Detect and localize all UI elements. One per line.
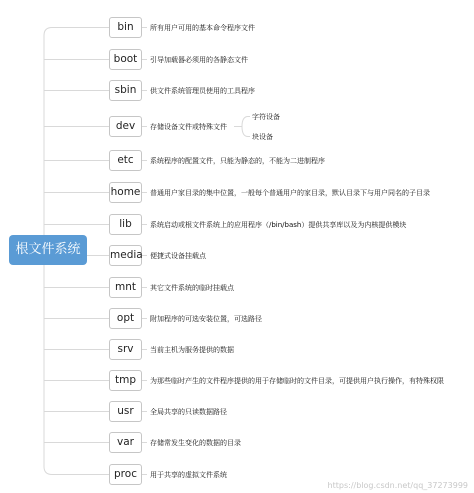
dir-description-boot: 引导加载器必须用的各静态文件 (150, 55, 248, 64)
fork-line-dev-0 (242, 117, 250, 127)
dir-description-mnt: 其它文件系统的临时挂载点 (150, 283, 234, 292)
dir-description-media: 便捷式设备挂载点 (150, 251, 206, 260)
dir-description-tmp: 为那些临时产生的文件程序提供的用于存储临时的文件目录，可提供用户执行操作，有特殊权限 (150, 376, 444, 385)
dev-subtype-1: 块设备 (252, 132, 273, 141)
root-node[interactable]: 根文件系统 (9, 235, 87, 265)
branch-line-proc (44, 467, 109, 475)
dir-description-etc: 系统程序的配置文件，只能为静态的，不能为二进制程序 (150, 156, 325, 165)
dir-node-media[interactable]: media (109, 245, 142, 266)
dir-node-sbin[interactable]: sbin (109, 80, 142, 101)
dir-description-var: 存储常发生变化的数据的目录 (150, 438, 241, 447)
dir-node-dev[interactable]: dev (109, 116, 142, 137)
fork-line-dev-1 (242, 127, 250, 137)
dir-node-home[interactable]: home (109, 182, 142, 203)
dir-node-opt[interactable]: opt (109, 308, 142, 329)
dir-description-home: 普通用户家目录的集中位置，一般每个普通用户的家目录，默认目录下与用户同名的子目录 (150, 188, 430, 197)
dev-subtype-0: 字符设备 (252, 112, 280, 121)
dir-node-lib[interactable]: lib (109, 214, 142, 235)
dir-node-var[interactable]: var (109, 432, 142, 453)
branch-line-bin (44, 28, 109, 36)
dir-description-opt: 附加程序的可选安装位置，可选路径 (150, 314, 262, 323)
dir-description-srv: 当前主机为服务提供的数据 (150, 345, 234, 354)
dir-node-bin[interactable]: bin (109, 17, 142, 38)
dir-description-lib: 系统启动或根文件系统上的应用程序（/bin/bash）提供共享库以及为内核提供模块 (150, 220, 407, 229)
dir-description-bin: 所有用户可用的基本命令程序文件 (150, 23, 255, 32)
dir-node-srv[interactable]: srv (109, 339, 142, 360)
dir-description-sbin: 供文件系统管理员使用的工具程序 (150, 86, 255, 95)
watermark: https://blog.csdn.net/qq_37273999 (327, 481, 468, 490)
dir-node-proc[interactable]: proc (109, 464, 142, 485)
dir-node-mnt[interactable]: mnt (109, 277, 142, 298)
dir-description-proc: 用于共享的虚拟文件系统 (150, 470, 227, 479)
dir-node-tmp[interactable]: tmp (109, 370, 142, 391)
dir-description-usr: 全局共享的只读数据路径 (150, 407, 227, 416)
dir-description-dev: 存储设备文件或特殊文件 (150, 122, 227, 131)
dir-node-etc[interactable]: etc (109, 150, 142, 171)
dir-node-boot[interactable]: boot (109, 49, 142, 70)
dir-node-usr[interactable]: usr (109, 401, 142, 422)
